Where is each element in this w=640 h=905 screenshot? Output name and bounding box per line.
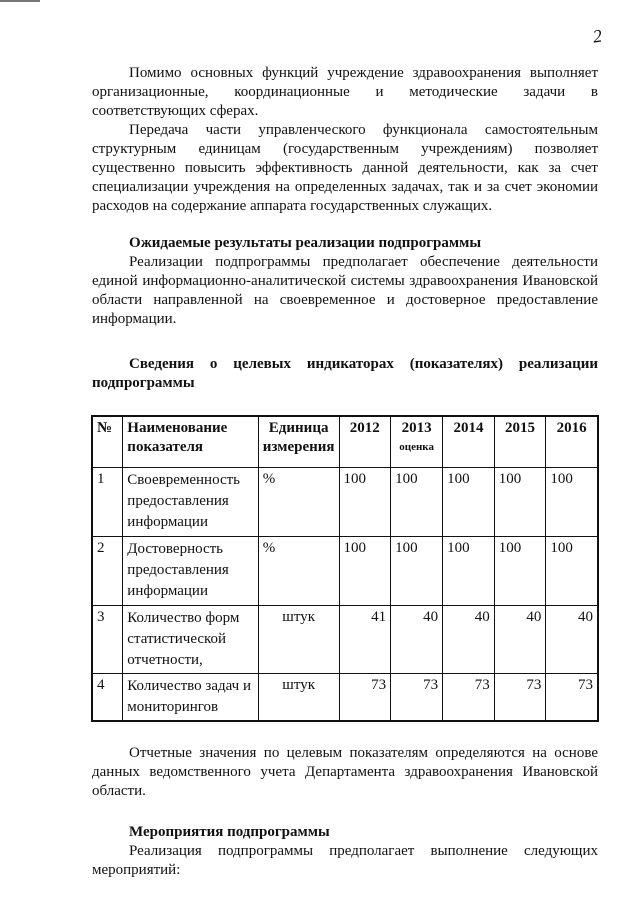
paragraph-measures: Реализация подпрограммы предполагает выполнение следующих мероприятий: (92, 843, 598, 878)
cell-2014: 100 (443, 537, 495, 606)
header-name: Наименование показателя (123, 416, 258, 468)
page-number: 2 (591, 25, 604, 47)
cell-num: 3 (92, 606, 123, 674)
paragraph-delegation: Передача части управленческого функционала самостоятельным структурным единицам (государственным учреждениям) позволяет существенно повысить эффективность данной деятельности, как за счет специализации учреждения на определенных задачах, так и за счет экономии расходов на содержание аппарата государственных служащих. (92, 122, 598, 214)
heading-measures: Мероприятия подпрограммы (129, 824, 330, 840)
header-2013 (391, 416, 443, 468)
cell-2014: 73 (443, 674, 495, 722)
cell-name: Количество задач и мониторингов (123, 674, 258, 722)
table-row (92, 606, 598, 674)
cell-unit: штук (258, 674, 339, 722)
header-2014: 2014 (443, 416, 495, 468)
cell-2013: 40 (391, 606, 443, 674)
document-body (92, 64, 598, 880)
table-row (92, 674, 598, 722)
cell-2013: 100 (391, 468, 443, 537)
cell-2014: 100 (443, 468, 495, 537)
heading-expected-results: Ожидаемые результаты реализации подпрограммы (129, 235, 482, 251)
cell-2016: 73 (546, 674, 598, 722)
paragraph-reporting: Отчетные значения по целевым показателям определяются на основе данных ведомственного учета Департамента здравоохранения Ивановской области. (92, 745, 598, 799)
header-2013-year: 2013 (401, 420, 432, 436)
paragraph-results: Реализации подпрограммы предполагает обеспечение деятельности единой информационно-аналитической системы здравоохранения Ивановской области направленной на своевременное и достоверное предоставление информации. (92, 254, 598, 327)
cell-2012: 41 (339, 606, 391, 674)
cell-2012: 100 (339, 537, 391, 606)
indicators-table (91, 415, 599, 722)
cell-name: Количество форм статистической отчетности, (123, 606, 258, 674)
cell-unit: % (258, 468, 339, 537)
cell-2015: 40 (494, 606, 546, 674)
cell-num: 1 (92, 468, 123, 537)
paragraph-functions: Помимо основных функций учреждение здравоохранения выполняет организационные, координационные и методические задачи в соответствующих сферах. (92, 65, 598, 119)
cell-name: Достоверность предоставления информации (123, 537, 258, 606)
cell-2012: 73 (339, 674, 391, 722)
table-header-row (92, 416, 598, 468)
cell-2013: 73 (391, 674, 443, 722)
header-2012: 2012 (339, 416, 391, 468)
cell-2016: 100 (546, 537, 598, 606)
cell-num: 4 (92, 674, 123, 722)
header-num: № (92, 416, 123, 468)
cell-2014: 40 (443, 606, 495, 674)
cell-name: Своевременность предоставления информации (123, 468, 258, 537)
table-row (92, 537, 598, 606)
scan-edge-mark (0, 0, 40, 2)
cell-2015: 100 (494, 468, 546, 537)
cell-2012: 100 (339, 468, 391, 537)
cell-unit: % (258, 537, 339, 606)
cell-2016: 40 (546, 606, 598, 674)
cell-num: 2 (92, 537, 123, 606)
table-title: Сведения о целевых индикаторах (показателях) реализации подпрограммы (92, 356, 598, 391)
header-2013-note: оценка (399, 441, 434, 453)
header-2016: 2016 (546, 416, 598, 468)
cell-2015: 100 (494, 537, 546, 606)
cell-2013: 100 (391, 537, 443, 606)
header-unit: Единица измерения (258, 416, 339, 468)
header-2015: 2015 (494, 416, 546, 468)
cell-unit: штук (258, 606, 339, 674)
cell-2015: 73 (494, 674, 546, 722)
table-row (92, 468, 598, 537)
cell-2016: 100 (546, 468, 598, 537)
